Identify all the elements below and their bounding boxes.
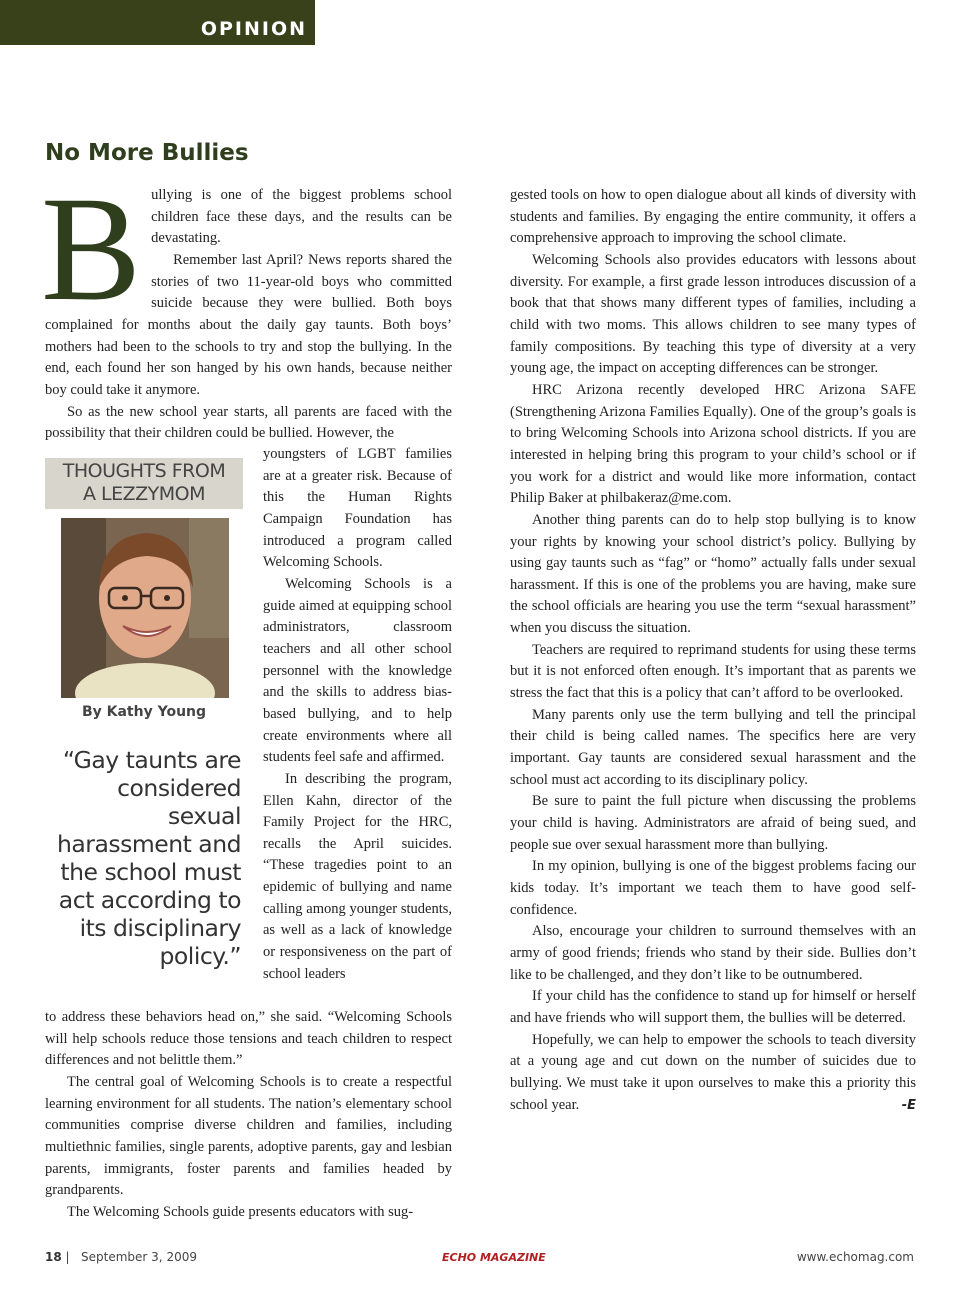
- paragraph: youngsters of LGBT families are at a greater risk. Because of this the Human Rights Campaign Foundation has introduced a program called Welcoming Schools.: [263, 446, 452, 571]
- columnist-sidebar: [45, 458, 243, 970]
- paragraph: Teachers are required to reprimand students for using these terms but it is not enforced often enough. It’s important that as parents we stress the fact that this is a policy that can’t afford to be overlooked.: [510, 641, 916, 702]
- pull-quote: “Gay taunts are considered sexual harassment and the school must act according to its disciplinary policy.”: [57, 746, 241, 970]
- issue-date: September 3, 2009: [81, 1250, 197, 1264]
- paragraph: The Welcoming Schools guide presents educators with sug-: [67, 1203, 414, 1220]
- author-photo: [61, 518, 229, 698]
- article-column-left-top: [41, 166, 452, 445]
- paragraph: to address these behaviors head on,” she said. “Welcoming Schools will help schools reduce those tensions and teach children to respect differences and not belittle them.”: [45, 1009, 452, 1069]
- paragraph: Another thing parents can do to help stop bullying is to know your rights by knowing your school district’s policy. Bullying by using gay taunts such as “fag” or “homo” actually falls under sexual harassment. If this is one of the problems you are having, make sure the school officials are hearing you use the term “sexual harassment” when you discuss the situation.: [510, 511, 916, 637]
- section-tab: [0, 0, 315, 45]
- article-column-left-bottom: [45, 1007, 452, 1224]
- paragraph: HRC Arizona recently developed HRC Arizona SAFE (Strengthening Arizona Families Equally). One of the group’s goals is to bring Welcoming Schools into Arizona school districts. If you are interested in helping bring this program to your child’s school or if you work for a district and would like more information, contact Philip Baker at philbakeraz@me.com.: [510, 381, 916, 507]
- website-url: www.echomag.com: [796, 1250, 914, 1264]
- author-byline: By Kathy Young: [81, 704, 207, 720]
- column-label: [45, 458, 243, 509]
- page-number: 18: [45, 1250, 62, 1264]
- signoff-mark: -E: [901, 1098, 916, 1114]
- article-headline: No More Bullies: [45, 140, 249, 166]
- article-column-right: [510, 185, 916, 1117]
- paragraph: So as the new school year starts, all parents are faced with the possibility that their children could be bullied. However, the: [45, 403, 452, 442]
- paragraph: Welcoming Schools also provides educators with lessons about diversity. For example, a first grade lesson introduces discussion of a book that that shows many different types of families, including a child with two moms. This allows children to see many types of family compositions. By teaching this type of diversity at a very young age, the impact on accepting differences can be stronger.: [510, 251, 916, 377]
- article-column-narrow: [263, 444, 452, 985]
- paragraph: The central goal of Welcoming Schools is to create a respectful learning environment for all students. The nation’s elementary school communities comprise diverse children and families, including multiethnic families, single parents, adoptive parents, gay and lesbian parents, immigrants, foster parents and families headed by grandparents.: [45, 1073, 452, 1199]
- paragraph: ullying is one of the biggest problems school children face these days, and the results can be devastating.: [151, 187, 452, 247]
- paragraph: Also, encourage your children to surround themselves with an army of good friends; friends who stand by their side. Bullies don’t like to be challenged, and they don’t like to be outnumbered.: [510, 923, 916, 983]
- footer-separator: |: [65, 1250, 70, 1264]
- magazine-name: ECHO MAGAZINE: [442, 1251, 546, 1264]
- paragraph: Welcoming Schools is a guide aimed at equipping school administrators, classroom teachers and all other school personnel with the knowledge and the skills to address bias-based bullying, and to help create environments where all students feel safe and affirmed.: [263, 575, 452, 766]
- drop-cap: B: [41, 166, 142, 332]
- paragraph: gested tools on how to open dialogue about all kinds of diversity with students and families. By engaging the entire community, it offers a comprehensive approach to improving the school climate.: [510, 187, 916, 247]
- paragraph: In describing the program, Ellen Kahn, director of the Family Project for the HRC, recalls the April suicides. “These tragedies point to an epidemic of bullying and name calling among younger students, as well as a lack of knowledge or responsiveness on the part of school leaders: [263, 770, 452, 982]
- footer-page-info: [45, 1250, 197, 1264]
- column-label-line: A LEZZYMOM: [82, 483, 205, 505]
- paragraph: Be sure to paint the full picture when discussing the problems your child is having. Administrators are afraid of being sued, and people sue over sexual harassment more than bullying.: [510, 793, 916, 853]
- paragraph: If your child has the confidence to stand up for himself or herself and have friends who will support them, the bullies will be deterred.: [510, 988, 916, 1026]
- column-label-line: THOUGHTS FROM: [62, 460, 226, 482]
- paragraph: Many parents only use the term bullying and tell the principal their child is being called names. The specifics here are very important. Gay taunts are considered sexual harassment and the school must act according to its disciplinary policy.: [510, 706, 916, 788]
- paragraph: Remember last April? News reports shared the stories of two 11-year-old boys who committed suicide because they were bullied. Both boys complained for months about the daily gay taunts. Both boys’ mothers had been to the schools to try and stop the bullying. In the end, each found her son hanged by his own hands, because neither boy could take it anymore.: [45, 251, 452, 398]
- section-label: OPINION: [200, 18, 307, 40]
- paragraph: In my opinion, bullying is one of the biggest problems facing our kids today. It’s important we teach them to have good self-confidence.: [510, 858, 916, 918]
- paragraph: Hopefully, we can help to empower the schools to teach diversity at a young age and cut down on the number of suicides due to bullying. We must take it upon ourselves to make this a priority this school year.: [510, 1031, 916, 1113]
